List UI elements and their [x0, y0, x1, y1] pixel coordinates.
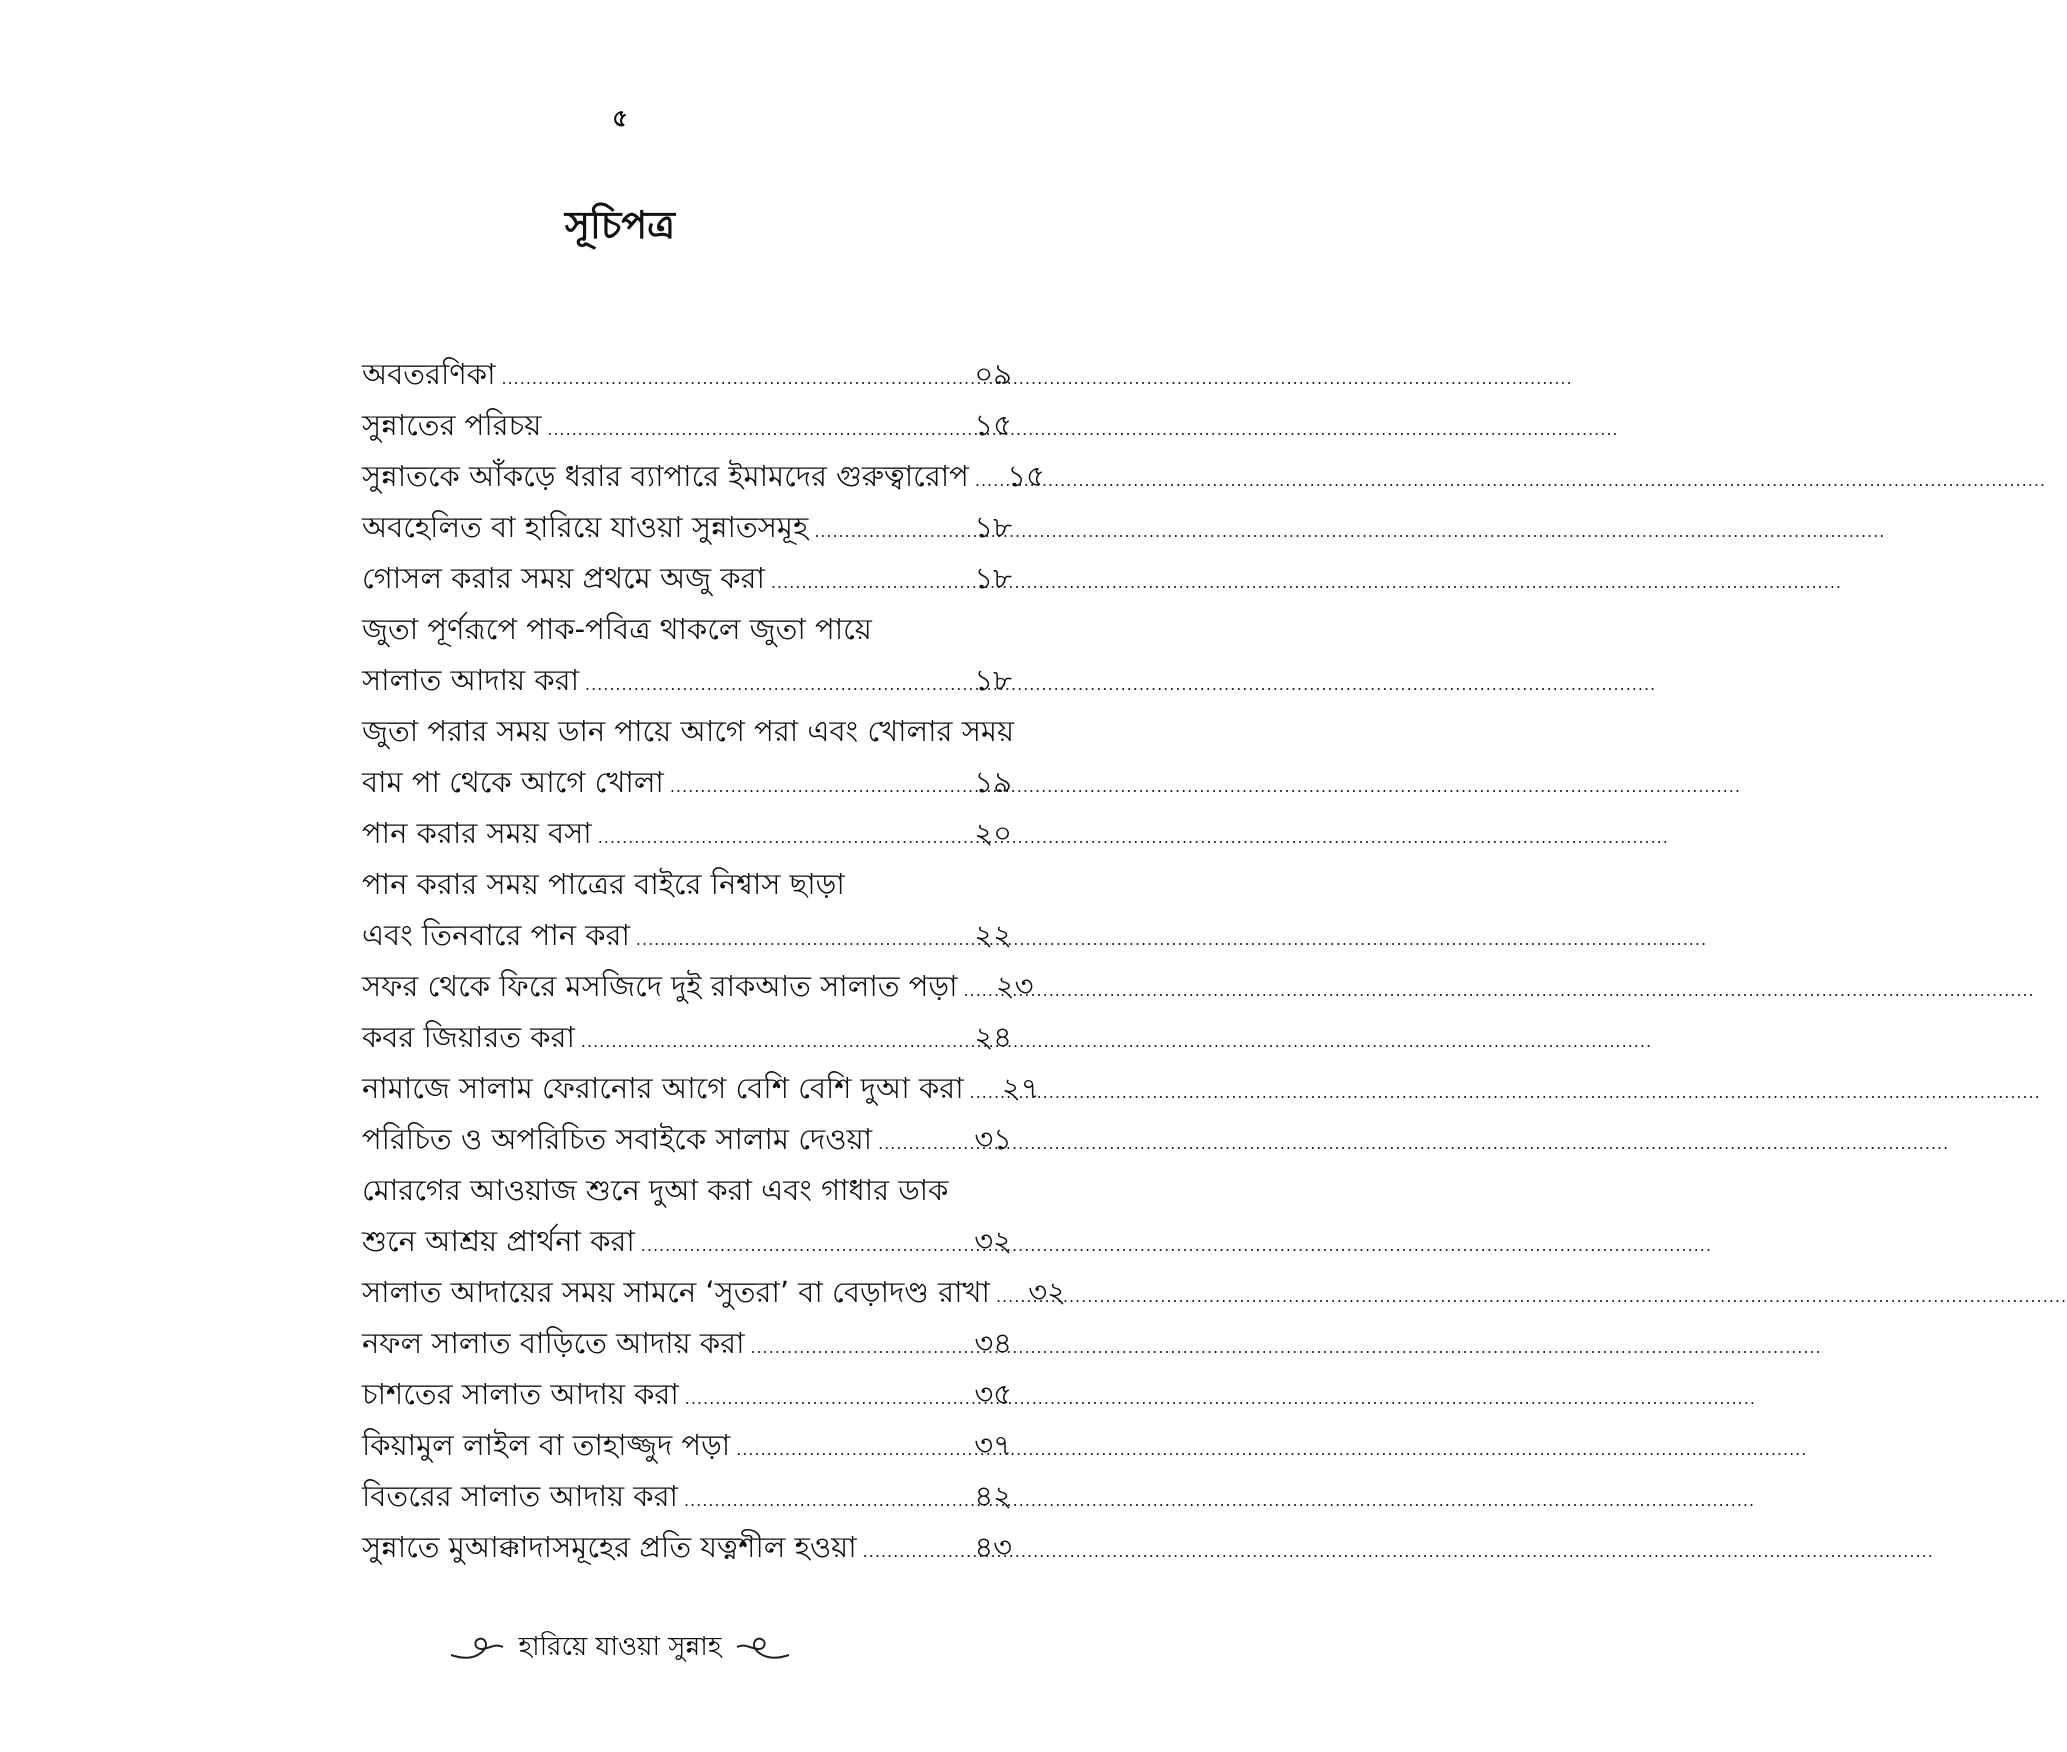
toc-entry — [362, 757, 1012, 808]
toc-entry — [362, 1114, 1012, 1165]
toc-entry-title: মোরগের আওয়াজ শুনে দুআ করা এবং গাধার ডাক — [362, 1173, 949, 1207]
toc-entry — [362, 1063, 1040, 1114]
toc-entry-title: গোসল করার সময় প্রথমে অজু করা — [362, 561, 765, 595]
toc-entry-title: সুন্নাতের পরিচয় — [362, 408, 542, 442]
toc-entry — [362, 451, 1045, 502]
toc-entry-page: ২৩ — [995, 969, 1034, 1003]
toc-entry — [362, 349, 1012, 400]
toc-entry — [362, 1471, 1012, 1522]
dot-leader — [771, 557, 966, 608]
toc-entry-page: ৩৪ — [974, 1326, 1012, 1360]
toc-entry-page: ৩২ — [1028, 1275, 1066, 1309]
toc-entry-title: চাশতের সালাত আদায় করা — [362, 1377, 679, 1411]
toc-entry-page: ৩২ — [974, 1224, 1012, 1258]
running-footer — [0, 1626, 1240, 1670]
toc-entry-first-line — [362, 859, 1012, 910]
dot-leader — [878, 1118, 966, 1169]
toc-entry-title: সফর থেকে ফিরে মসজিদে দুই রাকআত সালাত পড়া — [362, 969, 958, 1003]
toc-entry — [362, 1420, 1012, 1471]
toc-entry-continuation: এবং তিনবারে পান করা — [362, 918, 630, 952]
dot-leader — [641, 1220, 966, 1271]
toc-entry-page: ২২ — [974, 918, 1012, 952]
dot-leader — [975, 455, 999, 506]
toc-entry-page: ১৯ — [974, 765, 1012, 799]
toc-entry — [362, 1318, 1012, 1369]
dot-leader — [502, 353, 967, 404]
toc-entry-title: বিতরের সালাত আদায় করা — [362, 1479, 678, 1513]
page-number: ৫ — [612, 104, 628, 132]
toc-entry-page: ১৮ — [974, 561, 1012, 595]
toc-entry-page: ৪২ — [974, 1479, 1012, 1513]
toc-entry-page: ৩১ — [974, 1122, 1012, 1156]
toc-entry-page: ২৪ — [974, 1020, 1012, 1054]
toc-entry — [362, 910, 1012, 961]
toc-entry-page: ৩৫ — [974, 1377, 1012, 1411]
toc-entry-title: পরিচিত ও অপরিচিত সবাইকে সালাম দেওয়া — [362, 1122, 873, 1156]
toc-entry-page: ২০ — [974, 816, 1012, 850]
dot-leader — [581, 1016, 966, 1067]
table-of-contents — [362, 349, 1066, 1573]
toc-entry-page: ৪৩ — [974, 1530, 1012, 1564]
dot-leader — [970, 1067, 994, 1118]
dot-leader — [598, 812, 966, 863]
toc-entry-title: পান করার সময় বসা — [362, 816, 592, 850]
dot-leader — [685, 1373, 966, 1424]
toc-entry — [362, 400, 1012, 451]
toc-entry-page: ৩৭ — [974, 1428, 1012, 1462]
dot-leader — [751, 1322, 967, 1373]
toc-entry-page: ০৯ — [974, 357, 1012, 391]
toc-entry-page: ১৮ — [974, 663, 1012, 697]
toc-entry-title: সালাত আদায়ের সময় সামনে ‘সুতরা’ বা বেড়াদণ্ড রাখা — [362, 1275, 990, 1309]
dot-leader — [814, 506, 966, 557]
dot-leader — [996, 1271, 1020, 1322]
toc-entry-continuation: বাম পা থেকে আগে খোলা — [362, 765, 664, 799]
toc-entry-title: কিয়ামুল লাইল বা তাহাজ্জুদ পড়া — [362, 1428, 731, 1462]
toc-entry-title: জুতা পূর্ণরূপে পাক-পবিত্র থাকলে জুতা পায়ে — [362, 612, 872, 646]
toc-entry-title: কবর জিয়ারত করা — [362, 1020, 575, 1054]
dot-leader — [547, 404, 966, 455]
toc-entry-first-line — [362, 706, 1015, 757]
dot-leader — [636, 914, 966, 965]
toc-entry-title: নফল সালাত বাড়িতে আদায় করা — [362, 1326, 745, 1360]
toc-entry — [362, 1267, 1066, 1318]
toc-entry-page: ১৮ — [974, 510, 1012, 544]
dot-leader — [736, 1424, 966, 1475]
toc-entry-title: অবতরণিকা — [362, 357, 496, 391]
toc-entry — [362, 502, 1012, 553]
toc-entry — [362, 1369, 1012, 1420]
toc-entry — [362, 1012, 1012, 1063]
toc-entry-title: অবহেলিত বা হারিয়ে যাওয়া সুন্নাতসমূহ — [362, 510, 809, 544]
toc-entry — [362, 1216, 1012, 1267]
dot-leader — [964, 965, 988, 1016]
flourish-left-icon — [449, 1633, 505, 1663]
toc-entry-title: সুন্নাতে মুআক্কাদাসমূহের প্রতি যত্নশীল হওয়া — [362, 1530, 857, 1564]
toc-entry-title: জুতা পরার সময় ডান পায়ে আগে পরা এবং খোলার সময় — [362, 714, 1015, 748]
toc-entry — [362, 1522, 1012, 1573]
dot-leader — [585, 659, 966, 710]
toc-entry-continuation: শুনে আশ্রয় প্রার্থনা করা — [362, 1224, 635, 1258]
toc-entry-title: নামাজে সালাম ফেরানোর আগে বেশি বেশি দুআ করা — [362, 1071, 964, 1105]
toc-entry-title: পান করার সময় পাত্রের বাইরে নিশ্বাস ছাড়া — [362, 867, 845, 901]
toc-entry-page: ১৫ — [974, 408, 1012, 442]
toc-entry-first-line — [362, 1165, 1012, 1216]
toc-entry-first-line — [362, 604, 1012, 655]
dot-leader — [670, 761, 966, 812]
flourish-right-icon — [735, 1633, 791, 1663]
footer-book-title: হারিয়ে যাওয়া সুন্নাহ — [518, 1632, 722, 1662]
toc-entry — [362, 553, 1012, 604]
toc-entry-page: ২৭ — [1001, 1071, 1040, 1105]
toc-entry-continuation: সালাত আদায় করা — [362, 663, 579, 697]
toc-entry — [362, 655, 1012, 706]
toc-entry-title: সুন্নাতকে আঁকড়ে ধরার ব্যাপারে ইমামদের গুরুত্বারোপ — [362, 459, 969, 493]
toc-entry-page: ১৫ — [1007, 459, 1045, 493]
toc-entry — [362, 961, 1034, 1012]
dot-leader — [863, 1526, 966, 1577]
dot-leader — [684, 1475, 966, 1526]
page-title: সূচিপত্র — [564, 203, 676, 247]
toc-entry — [362, 808, 1012, 859]
